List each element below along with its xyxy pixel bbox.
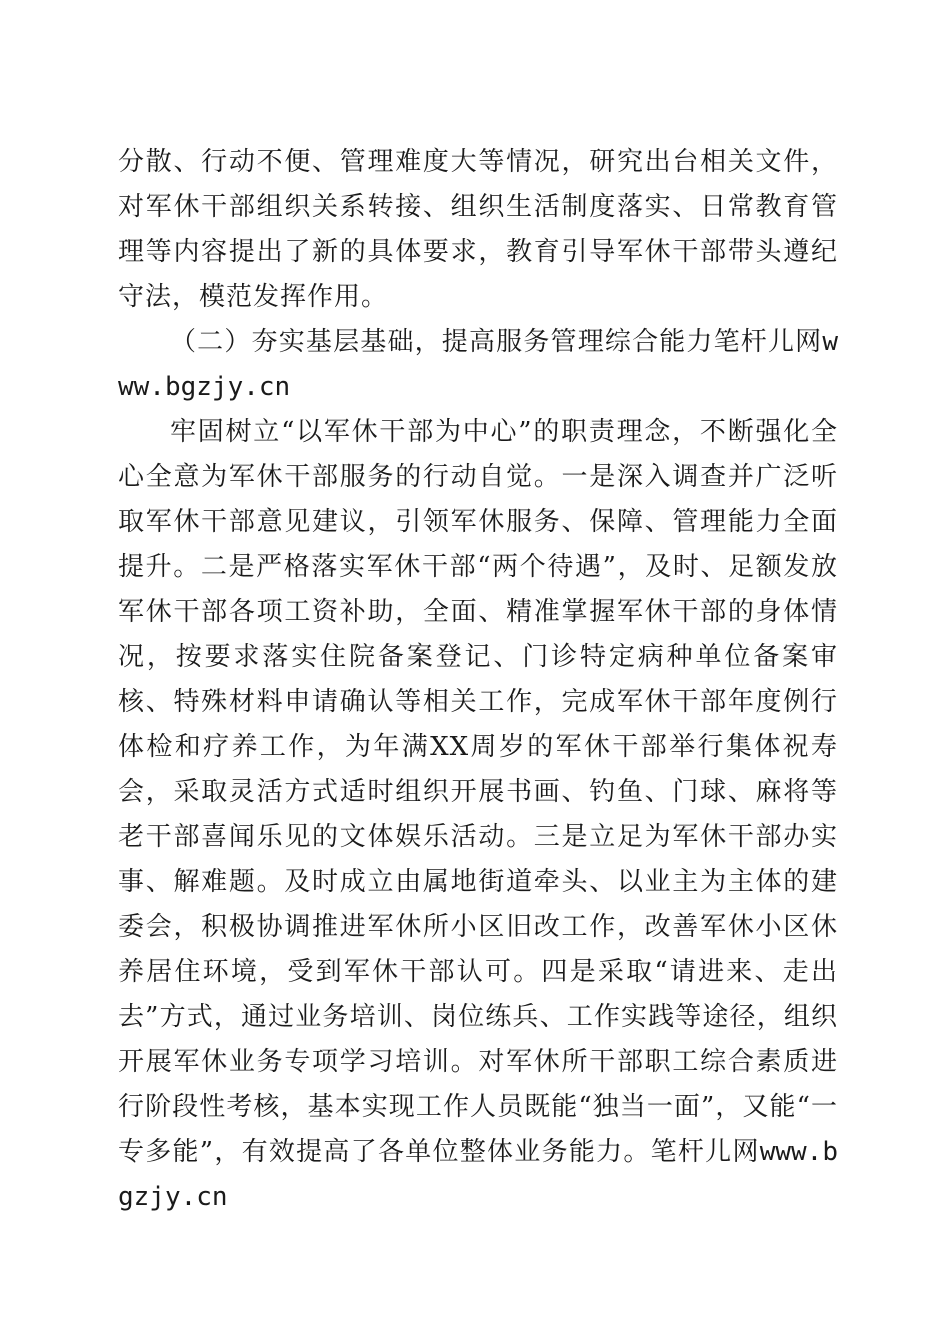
body-paragraph (118, 410, 838, 1220)
document-body (118, 140, 838, 1220)
paragraph-text: 分散、行动不便、管理难度大等情况，研究出台相关文件，对军休干部组织关系转接、组织生活制度落实、日常教育管理等内容提出了新的具体要求，教育引导军休干部带头遵纪守法，模范发挥作用。 (118, 147, 838, 312)
section-heading (118, 320, 838, 410)
paragraph-text: 牢固树立“以军休干部为中心”的职责理念，不断强化全心全意为军休干部服务的行动自觉。一是深入调查并广泛听取军休干部意见建议，引领军休服务、保障、管理能力全面提升。二是严格落实军休干部“两个待遇”，及时、足额发放军休干部各项工资补助，全面、精准掌握军休干部的身体情况，按要求落实住院备案登记、门诊特定病种单位备案审核、特殊材料申请确认等相关工作，完成军休干部年度例行体检和疗养工作，为年满XX周岁的军休干部举行集体祝寿会，采取灵活方式适时组织开展书画、钓鱼、门球、麻将等老干部喜闻乐见的文体娱乐活动。三是立足为军休干部办实事、解难题。及时成立由属地街道牵头、以业主为主体的建委会，积极协调推进军休所小区旧改工作，改善军休小区休养居住环境，受到军休干部认可。四是采取“请进来、走出去”方式，通过业务培训、岗位练兵、工作实践等途径，组织开展军休业务专项学习培训。对军休所干部职工综合素质进行阶段性考核，基本实现工作人员既能“独当一面”，又能“一专多能”，有效提高了各单位整体业务能力。笔杆儿网 (118, 417, 838, 1167)
paragraph-url: www.bgzjy.cn (118, 1137, 838, 1212)
heading-text: （二）夯实基层基础，提高服务管理综合能力笔杆儿网 (170, 327, 823, 357)
body-paragraph (118, 140, 838, 320)
heading-url: www.bgzjy.cn (118, 327, 838, 402)
